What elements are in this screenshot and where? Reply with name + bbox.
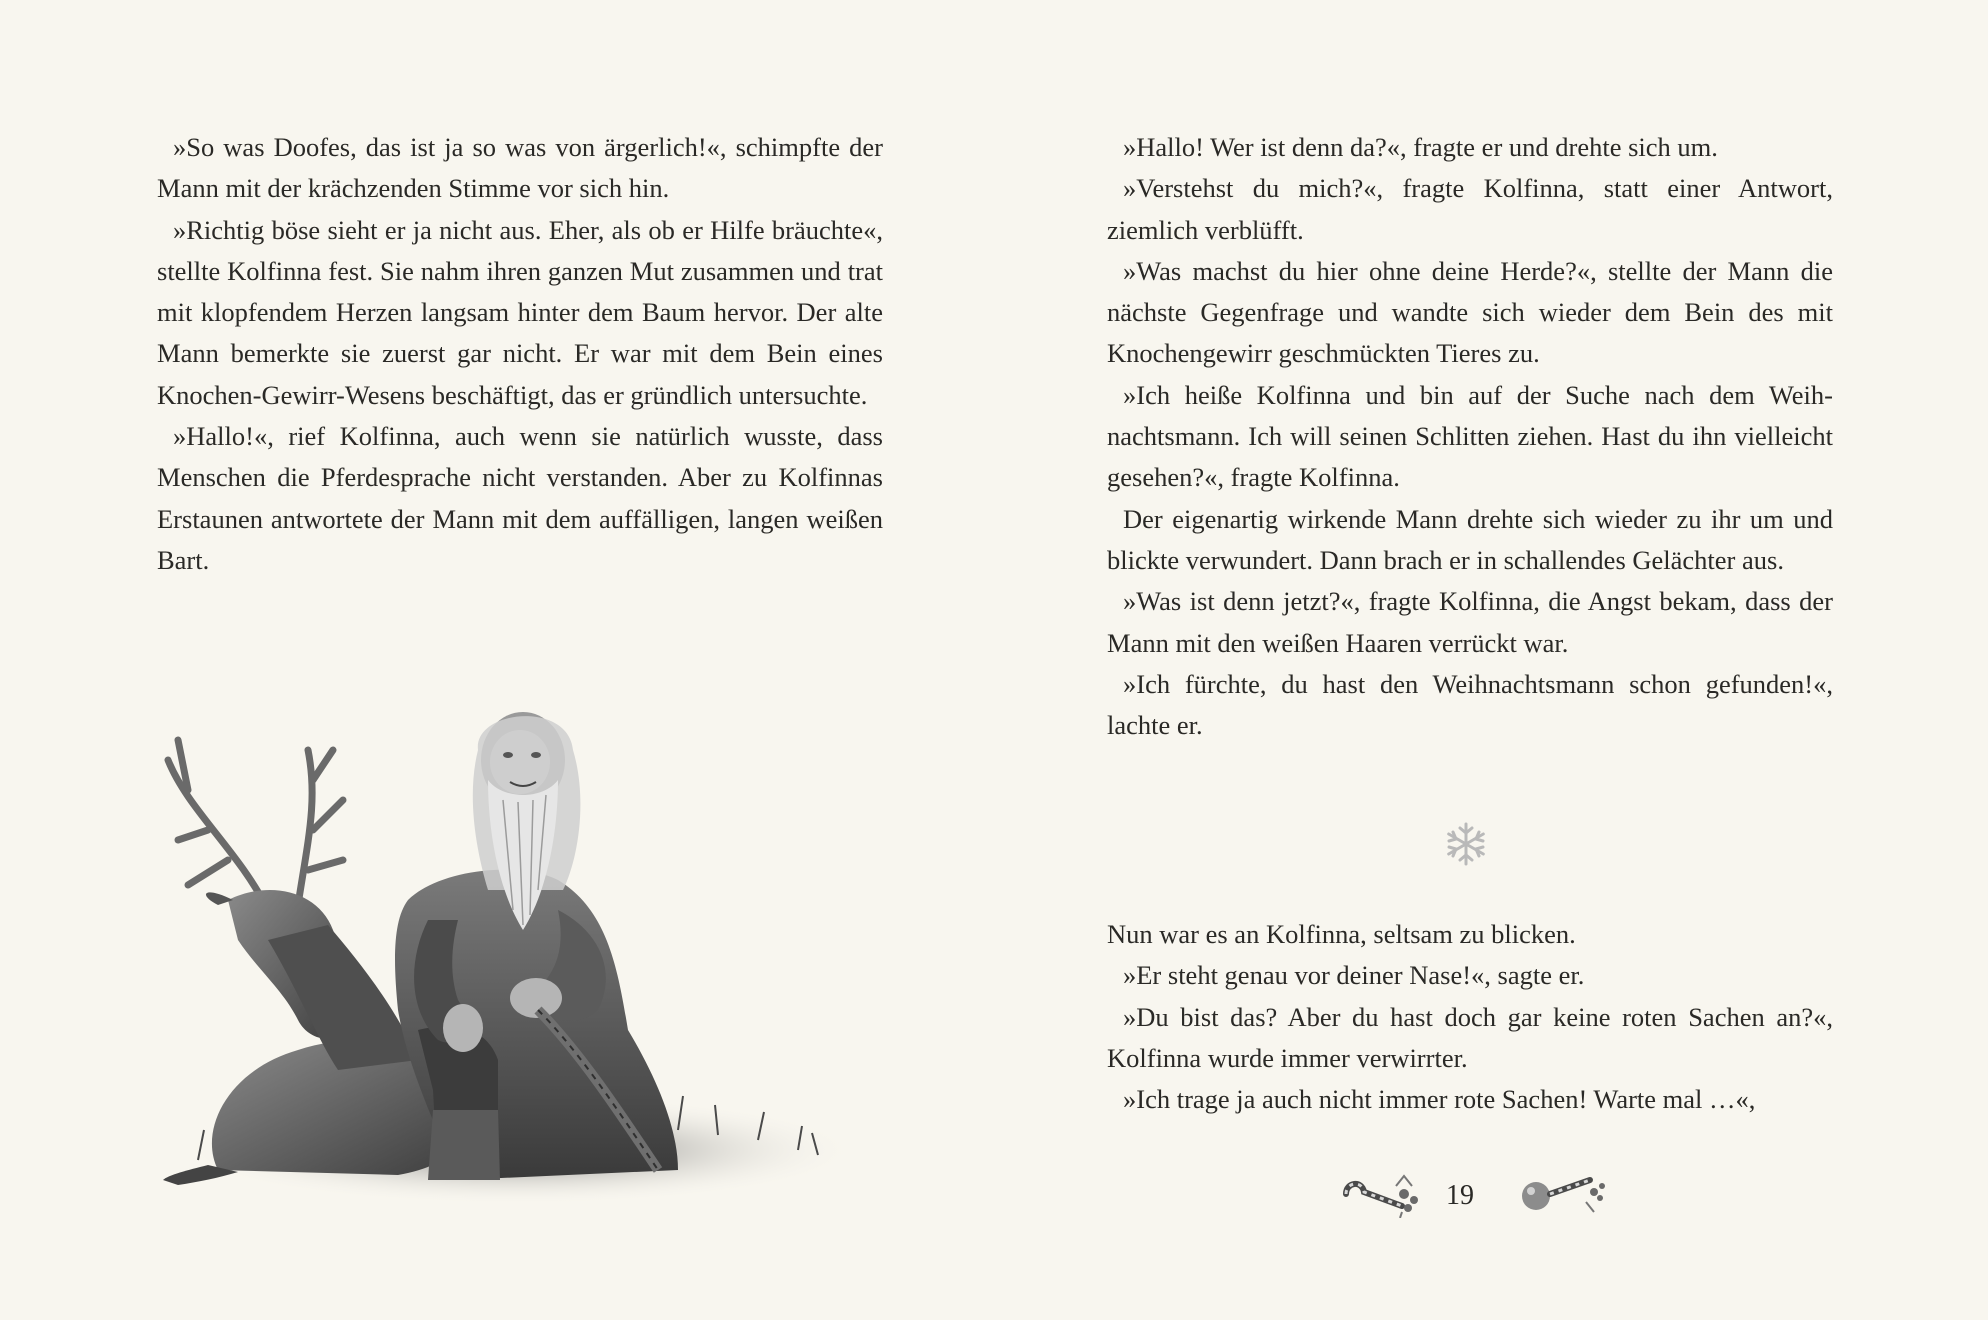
paragraph: »Verstehst du mich?«, fragte Kolfinna, statt einer Antwort, ziemlich verblüfft. bbox=[1107, 173, 1833, 245]
paragraph: »Richtig böse sieht er ja nicht aus. Eher, als ob er Hilfe bräuchte«, stellte Kolfinna fest. Sie nahm ihren ganzen Mut zusammen und trat mit klopfendem Herzen langsam hinter dem Baum hervor. Der alte Mann bemerkte sie zuerst gar nicht. Er war mit dem Bein eines Knochen-Gewirr-Wesens beschäftigt, das er gründlich untersuchte. bbox=[157, 214, 883, 410]
paragraph: Der eigenartig wirkende Mann drehte sich wieder zu ihr um und blickte verwundert. Dann brach er in schallendes Gelächter aus. bbox=[1107, 503, 1833, 575]
paragraph: »Ich fürchte, du hast den Weihnachtsmann schon gefunden!«, lachte er. bbox=[1107, 668, 1833, 741]
paragraph: »Was machst du hier ohne deine Herde?«, stellte der Mann die nächste Gegenfrage und wandte sich wieder dem Bein des mit Knochengewirr geschmückten Tieres zu. bbox=[1107, 255, 1833, 369]
paragraph: »Ich trage ja auch nicht immer rote Sachen! Warte mal …«, bbox=[1123, 1084, 1756, 1115]
page-number: 19 bbox=[1446, 1180, 1474, 1211]
paragraph: »Er steht genau vor deiner Nase!«, sagte er. bbox=[1123, 960, 1585, 991]
left-page-text bbox=[157, 127, 883, 581]
right-page bbox=[994, 0, 1988, 1320]
right-page-text bbox=[1107, 127, 1833, 746]
snowflake-icon bbox=[1444, 822, 1488, 866]
candy-cane-ornament-icon bbox=[1342, 1172, 1420, 1218]
paragraph: Nun war es an Kolfinna, seltsam zu blicken. bbox=[1107, 919, 1576, 949]
paragraph: »Du bist das? Aber du hast doch gar keine roten Sachen an?«, Kolfinna wurde immer verwirrter. bbox=[1107, 1001, 1833, 1073]
right-page-text-after-break bbox=[1107, 914, 1833, 1120]
paragraph: »Ich heiße Kolfinna und bin auf der Suche nach dem Weihnachtsmann. Ich will seinen Schlitten ziehen. Hast du ihn vielleicht gesehen?«, fragte Kolfinna. bbox=[1107, 379, 1833, 493]
paragraph: »So was Doofes, das ist ja so was von ärgerlich!«, schimpfte der Mann mit der krächzenden Stimme vor sich hin. bbox=[157, 132, 883, 204]
santa-and-reindeer-illustration bbox=[158, 710, 868, 1210]
paragraph: »Was ist denn jetzt?«, fragte Kolfinna, die Angst bekam, dass der Mann mit den weißen Haaren verrückt war. bbox=[1107, 586, 1833, 658]
paragraph: »Hallo!«, rief Kolfinna, auch wenn sie natürlich wusste, dass Menschen die Pferdesprache nicht verstanden. Aber zu Kolfinnas Erstaunen antwortete der Mann mit dem auffälligen, langen weißen Bart. bbox=[157, 421, 883, 575]
bauble-ornament-icon bbox=[1516, 1172, 1608, 1218]
paragraph: »Hallo! Wer ist denn da?«, fragte er und drehte sich um. bbox=[1123, 132, 1718, 162]
